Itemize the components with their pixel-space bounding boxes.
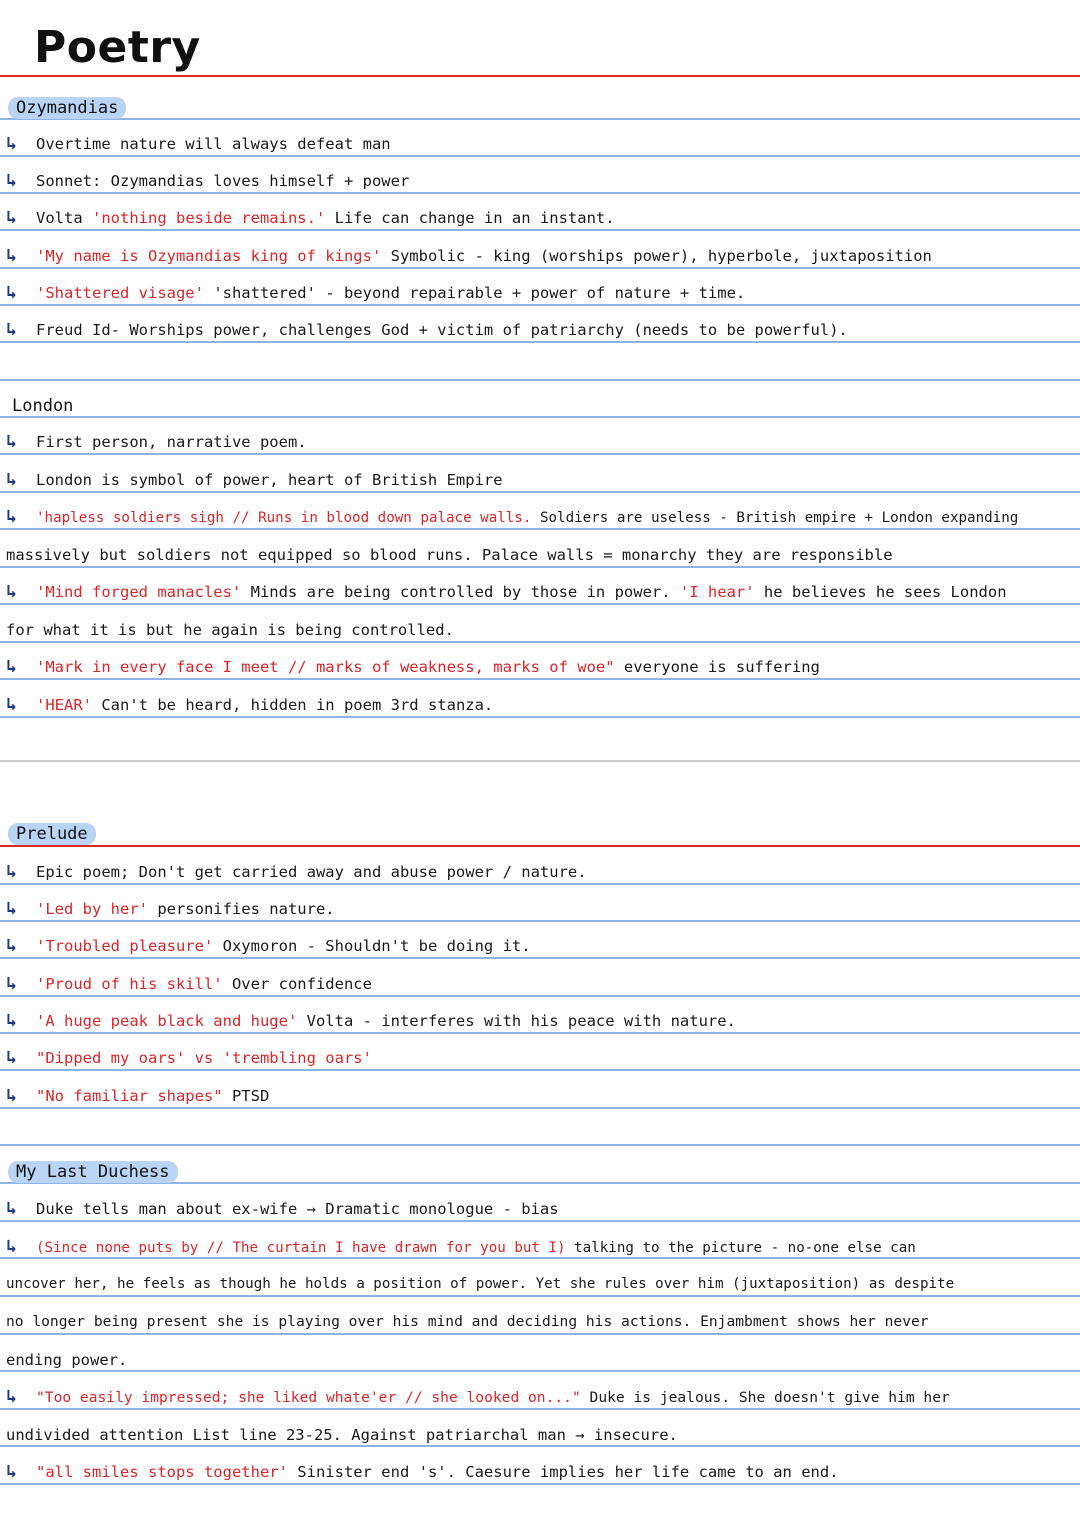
arrow-icon: ↳ (6, 1047, 17, 1068)
note-line: ↳ 'HEAR' Can't be heard, hidden in poem 3rd stanza. (6, 694, 494, 715)
arrow-icon: ↳ (6, 861, 17, 882)
note-line: ↳ 'hapless soldiers sigh // Runs in blood down palace walls. Soldiers are useless - British empire + London expanding (6, 506, 1019, 527)
arrow-icon: ↳ (6, 898, 17, 919)
note-line: ↳ London is symbol of power, heart of British Empire (6, 469, 503, 490)
arrow-icon: ↳ (6, 431, 17, 452)
heading-london: London (12, 396, 74, 416)
note-line: no longer being present she is playing over his mind and deciding his actions. Enjambment shows her never (6, 1313, 929, 1330)
note-line: ↳ First person, narrative poem. (6, 431, 307, 452)
arrow-icon: ↳ (6, 207, 17, 228)
arrow-icon: ↳ (6, 319, 17, 340)
heading-my-last-duchess: My Last Duchess (8, 1161, 178, 1183)
arrow-icon: ↳ (6, 506, 17, 527)
arrow-icon: ↳ (6, 170, 17, 191)
note-line: ↳ 'Mind forged manacles' Minds are being controlled by those in power. 'I hear' he believes he sees London (6, 581, 1007, 602)
note-line: ↳ Freud Id- Worships power, challenges God + victim of patriarchy (needs to be powerful). (6, 319, 848, 340)
note-line: ↳ Sonnet: Ozymandias loves himself + power (6, 170, 410, 191)
arrow-icon: ↳ (6, 935, 17, 956)
note-line: ↳ 'Proud of his skill' Over confidence (6, 973, 372, 994)
note-line: ↳ 'Led by her' personifies nature. (6, 898, 335, 919)
arrow-icon: ↳ (6, 1236, 17, 1257)
note-line: ↳ 'My name is Ozymandias king of kings' Symbolic - king (worships power), hyperbole, juxtaposition (6, 245, 932, 266)
note-line: massively but soldiers not equipped so blood runs. Palace walls = monarchy they are responsible (6, 546, 893, 564)
arrow-icon: ↳ (6, 282, 17, 303)
note-line: ↳ "No familiar shapes" PTSD (6, 1085, 270, 1106)
note-line: ↳ (Since none puts by // The curtain I have drawn for you but I) talking to the picture - no-one else can (6, 1236, 916, 1257)
note-line: ↳ Epic poem; Don't get carried away and abuse power / nature. (6, 861, 587, 882)
note-line: ↳ 'Troubled pleasure' Oxymoron - Shouldn't be doing it. (6, 935, 531, 956)
note-line: ↳ "all smiles stops together' Sinister end 's'. Caesure implies her life came to an end. (6, 1461, 839, 1482)
note-line: ↳ "Too easily impressed; she liked whate'er // she looked on..." Duke is jealous. She doesn't give him her (6, 1386, 950, 1407)
arrow-icon: ↳ (6, 1386, 17, 1407)
note-line: for what it is but he again is being controlled. (6, 621, 454, 639)
note-line: ↳ "Dipped my oars' vs 'trembling oars' (6, 1047, 372, 1068)
arrow-icon: ↳ (6, 656, 17, 677)
note-line: ↳ 'Mark in every face I meet // marks of weakness, marks of woe" everyone is suffering (6, 656, 820, 677)
page-title: Poetry (34, 22, 201, 73)
arrow-icon: ↳ (6, 581, 17, 602)
arrow-icon: ↳ (6, 1198, 17, 1219)
arrow-icon: ↳ (6, 973, 17, 994)
arrow-icon: ↳ (6, 133, 17, 154)
note-line: ↳ Volta 'nothing beside remains.' Life can change in an instant. (6, 207, 615, 228)
note-line: ↳ 'A huge peak black and huge' Volta - interferes with his peace with nature. (6, 1010, 736, 1031)
note-line: ↳ 'Shattered visage' 'shattered' - beyond repairable + power of nature + time. (6, 282, 746, 303)
heading-prelude: Prelude (8, 823, 96, 845)
arrow-icon: ↳ (6, 694, 17, 715)
heading-ozymandias: Ozymandias (8, 97, 126, 119)
note-line: ↳ Overtime nature will always defeat man (6, 133, 391, 154)
arrow-icon: ↳ (6, 1010, 17, 1031)
note-line: uncover her, he feels as though he holds a position of power. Yet she rules over him (juxtaposition) as despite (6, 1276, 955, 1292)
note-line: undivided attention List line 23-25. Against patriarchal man → insecure. (6, 1426, 678, 1444)
arrow-icon: ↳ (6, 1461, 17, 1482)
note-line: ending power. (6, 1351, 128, 1369)
arrow-icon: ↳ (6, 245, 17, 266)
arrow-icon: ↳ (6, 1085, 17, 1106)
arrow-icon: ↳ (6, 469, 17, 490)
note-line: ↳ Duke tells man about ex-wife → Dramatic monologue - bias (6, 1198, 559, 1219)
